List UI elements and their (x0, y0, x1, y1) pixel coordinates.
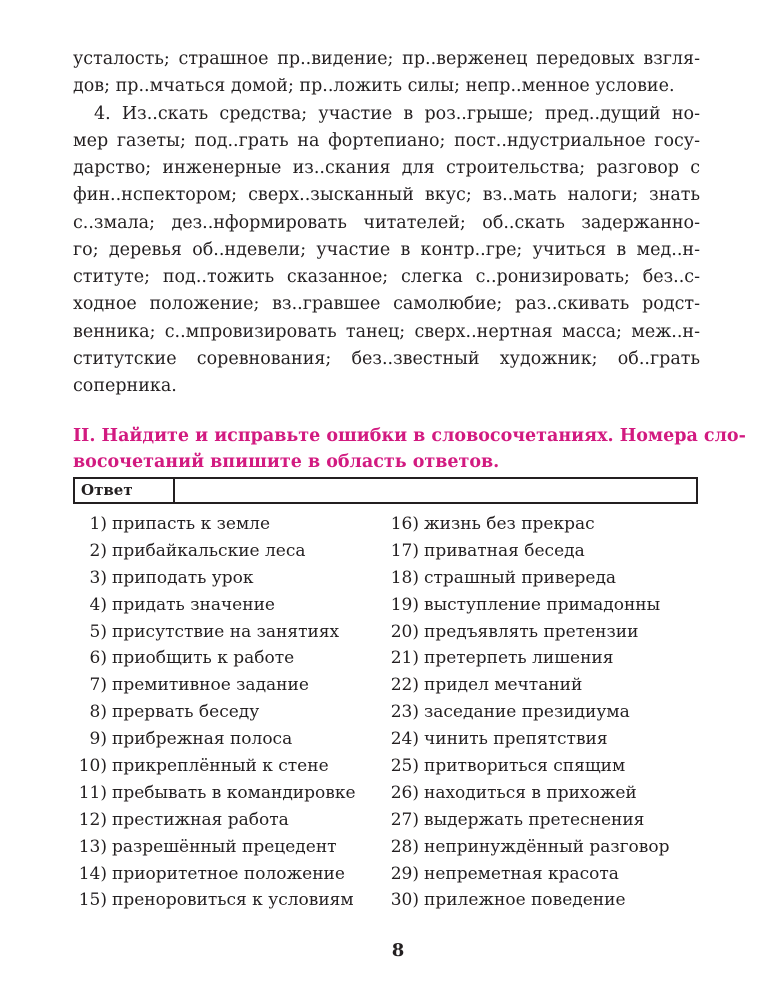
item-number: 8) (89, 702, 107, 723)
list-item (385, 565, 669, 592)
item-text: выдержать претеснения (424, 809, 645, 830)
list-item (385, 834, 669, 861)
answer-field[interactable] (175, 479, 696, 502)
list-item (73, 645, 356, 672)
item-text: придать значение (112, 594, 275, 615)
item-text: чинить препятствия (424, 729, 608, 750)
item-number: 27) (390, 809, 419, 830)
list-item (385, 619, 669, 646)
item-text: преноровиться к условиям (112, 890, 354, 911)
item-text: заседание президиума (424, 702, 630, 723)
exercise-text (73, 46, 700, 400)
list-item (73, 753, 356, 780)
item-text: приватная беседа (424, 540, 585, 561)
item-text: страшный привереда (424, 567, 617, 588)
item-number: 9) (89, 729, 107, 750)
item-number: 24) (390, 729, 419, 750)
item-number: 18) (390, 567, 419, 588)
list-item (73, 780, 356, 807)
item-text: придел мечтаний (424, 675, 583, 696)
item-number: 28) (390, 836, 419, 857)
list-item (385, 753, 669, 780)
item-text: престижная работа (112, 809, 289, 830)
item-text: приобщить к работе (112, 648, 295, 669)
list-item (385, 861, 669, 888)
paragraph-line: мер газеты; под..грать на фортепиано; пост..ндустриальное госу- (73, 130, 700, 151)
task-heading (73, 423, 746, 475)
phrase-list-column-1 (73, 511, 356, 914)
item-number: 20) (390, 621, 419, 642)
item-text: прибайкальские леса (112, 540, 306, 561)
list-item (73, 538, 356, 565)
list-item (73, 861, 356, 888)
item-number: 26) (390, 782, 419, 803)
task-heading-line: II. Найдите и исправьте ошибки в словосочетаниях. Номера сло- (73, 426, 746, 446)
item-number: 6) (89, 648, 107, 669)
item-number: 17) (390, 540, 419, 561)
paragraph-line: дарство; инженерные из..скания для строительства; разговор с (73, 158, 700, 178)
list-item (73, 592, 356, 619)
item-text: приподать урок (112, 567, 254, 588)
paragraph-line: усталость; страшное пр..видение; пр..верженец передовых взгля- (73, 49, 700, 69)
item-text: пребывать в командировке (112, 782, 356, 803)
item-text: прикреплённый к стене (112, 756, 329, 777)
answer-box (73, 477, 698, 504)
list-item (385, 645, 669, 672)
item-text: присутствие на занятиях (112, 621, 340, 642)
item-text: разрешённый прецедент (112, 836, 337, 857)
item-number: 11) (78, 782, 107, 803)
list-item (73, 565, 356, 592)
item-number: 16) (390, 514, 419, 534)
item-number: 7) (89, 675, 107, 696)
paragraph-line: ститутские соревнования; без..звестный художник; об..грать (73, 348, 700, 369)
item-number: 25) (390, 756, 419, 777)
paragraph-line: с..змала; дез..нформировать читателей; об..скать задержанно- (73, 212, 700, 233)
item-number: 10) (78, 756, 107, 777)
item-number: 15) (78, 890, 107, 911)
phrase-list-column-2 (385, 511, 669, 914)
item-number: 1) (89, 514, 107, 534)
item-text: прилежное поведение (424, 890, 626, 911)
paragraph-line: фин..нспектором; сверх..зысканный вкус; вз..мать налоги; знать (73, 185, 700, 206)
item-number: 21) (390, 648, 419, 669)
list-item (73, 619, 356, 646)
paragraph-line: го; деревья об..ндевели; участие в контр..гре; учиться в мед..н- (73, 239, 700, 260)
list-item (385, 807, 669, 834)
item-text: непринуждённый разговор (424, 836, 670, 857)
list-item (73, 511, 356, 538)
paragraph-line: ходное положение; вз..гравшее самолюбие; раз..скивать родст- (73, 294, 700, 315)
item-number: 29) (390, 863, 419, 884)
item-text: жизнь без прекрас (424, 514, 595, 534)
paragraph-line: дов; пр..мчаться домой; пр..ложить силы; непр..менное условие. (73, 76, 675, 97)
item-number: 19) (390, 594, 419, 615)
paragraph-line: ституте; под..тожить сказанное; слегка с..ронизировать; без..с- (73, 267, 700, 287)
page-number: 8 (391, 940, 405, 961)
item-number: 30) (390, 890, 419, 911)
paragraph-line: 4. Из..скать средства; участие в роз..грыше; пред..дущий но- (94, 103, 700, 124)
list-item (385, 699, 669, 726)
list-item (385, 887, 669, 914)
item-text: прервать беседу (112, 702, 260, 723)
item-number: 23) (390, 702, 419, 723)
item-number: 14) (78, 863, 107, 884)
task-heading-line: восочетаний впишите в область ответов. (73, 452, 500, 472)
item-number: 2) (89, 540, 107, 561)
item-text: выступление примадонны (424, 594, 661, 615)
list-item (73, 699, 356, 726)
item-text: припасть к земле (112, 514, 271, 534)
list-item (385, 511, 669, 538)
item-number: 22) (390, 675, 419, 696)
item-text: притвориться спящим (424, 756, 626, 777)
list-item (385, 780, 669, 807)
answer-label: Ответ (75, 479, 175, 502)
list-item (385, 538, 669, 565)
item-text: находиться в прихожей (424, 782, 637, 803)
list-item (73, 887, 356, 914)
list-item (73, 834, 356, 861)
item-text: приоритетное положение (112, 863, 345, 884)
item-number: 13) (78, 836, 107, 857)
item-number: 12) (78, 809, 107, 830)
paragraph-line: венника; с..мпровизировать танец; сверх..нертная масса; меж..н- (73, 321, 700, 342)
list-item (385, 592, 669, 619)
item-text: претерпеть лишения (424, 648, 614, 669)
list-item (385, 672, 669, 699)
list-item (73, 726, 356, 753)
item-number: 4) (89, 594, 107, 615)
item-text: премитивное задание (112, 675, 309, 696)
list-item (73, 807, 356, 834)
item-text: предъявлять претензии (424, 621, 639, 642)
paragraph-line: соперника. (73, 376, 177, 396)
item-number: 3) (89, 567, 107, 588)
item-text: прибрежная полоса (112, 729, 293, 750)
list-item (385, 726, 669, 753)
item-number: 5) (89, 621, 107, 642)
list-item (73, 672, 356, 699)
item-text: непреметная красота (424, 863, 619, 884)
